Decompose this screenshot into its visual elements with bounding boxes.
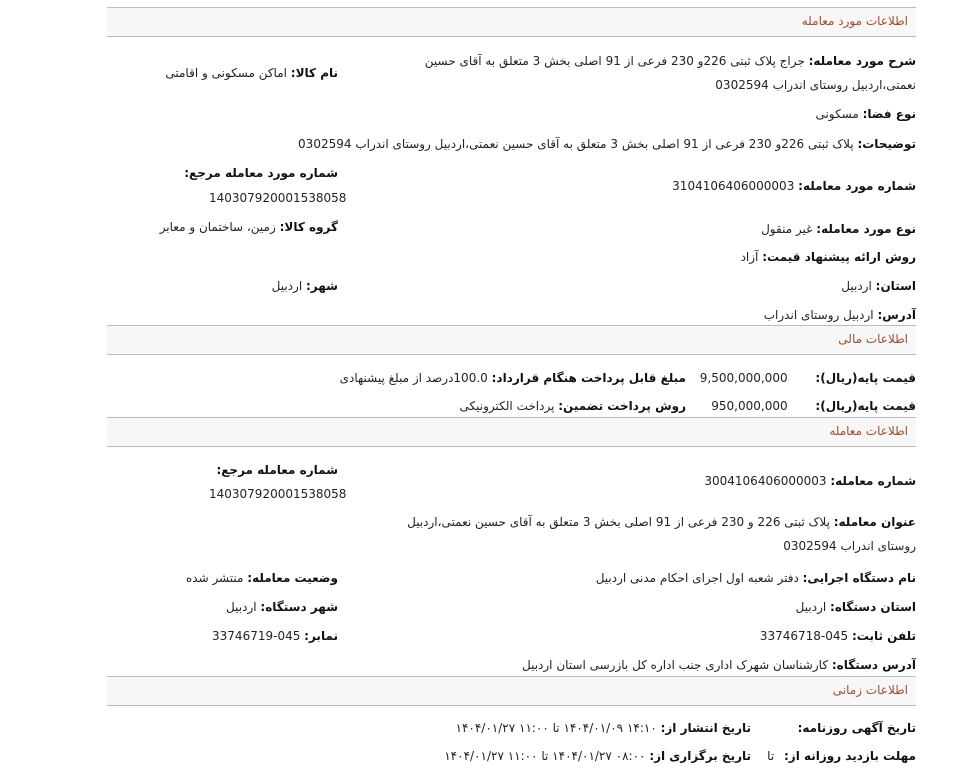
guarantee-method-label: روش پرداخت تضمین:	[558, 399, 686, 413]
price-method-label: روش ارائه پیشنهاد قیمت:	[762, 250, 916, 264]
item-description-label: شرح مورد معامله:	[808, 54, 916, 68]
ref-item-number-label	[184, 165, 338, 181]
item-type-label: نوع مورد معامله:	[816, 222, 916, 236]
org-phone-value: 33746718-045	[759, 629, 849, 643]
org-city-value: اردبیل	[226, 600, 257, 614]
section-title-deal-info: اطلاعات مورد معامله	[801, 14, 908, 28]
org-fax	[212, 628, 338, 644]
publish-date-value: ۱۴:۱۰ ۱۴۰۴/۰۱/۰۹ تا ۱۱:۰۰ ۱۴۰۴/۰۱/۲۷	[455, 721, 657, 735]
item-number-value: 3104106406000003	[672, 179, 795, 193]
transaction-number-label: شماره معامله:	[830, 474, 916, 488]
org-address-value: کارشناسان شهرک اداری جنب اداره کل بازرسی استان اردبیل	[521, 658, 829, 672]
transaction-title-line2: روستای اندراب 0302594	[783, 539, 916, 553]
daily-visit	[767, 748, 916, 764]
org-fax-value: 33746719-045	[212, 629, 301, 643]
ref-transaction-number-value: 140307920001538058	[209, 487, 347, 501]
org-city	[226, 599, 338, 615]
goods-group	[160, 219, 338, 235]
section-title-transaction: اطلاعات معامله	[829, 424, 908, 438]
item-notes	[298, 136, 916, 152]
base-price-2-label: قیمت پایه(ریال):	[815, 399, 916, 413]
transaction-title	[407, 514, 916, 530]
space-type-label: نوع فضا:	[862, 107, 916, 121]
org-phone-label: تلفن ثابت:	[851, 629, 916, 643]
transaction-status	[186, 570, 338, 586]
ref-transaction-number-label	[216, 462, 338, 478]
ref-item-number-value: 140307920001538058	[209, 191, 347, 205]
newspaper-ad-date	[798, 720, 916, 736]
item-description-line2: نعمتی،اردبیل روستای اندراب 0302594	[715, 78, 916, 92]
item-description-line1: جراج پلاک ثبتی 226و 230 فرعی از 91 اصلی بخش 3 متعلق به آقای حسین	[424, 54, 805, 68]
transaction-title-line1: پلاک ثبتی 226 و 230 فرعی از 91 اصلی بخش 3 متعلق به آقای حسین نعمتی،اردبیل	[407, 515, 830, 529]
org-province-label: استان دستگاه:	[830, 600, 916, 614]
publish-date	[456, 720, 751, 736]
holding-date	[444, 748, 751, 764]
section-header-time	[107, 676, 916, 706]
goods-name	[165, 65, 338, 81]
base-price-2	[711, 398, 916, 414]
base-price-value: 9,500,000,000	[699, 371, 788, 385]
guarantee-method	[460, 398, 686, 414]
payable-on-contract	[340, 370, 686, 386]
holding-date-label: تاریخ برگزاری از:	[649, 749, 751, 763]
item-address	[764, 307, 916, 323]
item-type-value: غیر منقول	[761, 222, 813, 236]
org-fax-label: نمابر:	[304, 629, 338, 643]
document-page	[107, 0, 916, 784]
space-type-value: مسکونی	[815, 107, 859, 121]
goods-name-label: نام کالا:	[290, 66, 338, 80]
item-address-label: آدرس:	[877, 308, 916, 322]
section-header-transaction	[107, 417, 916, 447]
transaction-status-label: وضعیت معامله:	[247, 571, 338, 585]
item-city-label: شهر:	[306, 279, 338, 293]
transaction-status-value: منتشر شده	[185, 571, 244, 585]
payable-on-contract-value: 100.0درصد از مبلغ پیشنهادی	[339, 371, 488, 385]
guarantee-method-value: پرداخت الکترونیکی	[459, 399, 555, 413]
org-city-label: شهر دستگاه:	[260, 600, 338, 614]
item-address-value: اردبیل روستای اندراب	[763, 308, 874, 322]
transaction-number-value: 3004106406000003	[704, 474, 827, 488]
org-address	[522, 657, 916, 673]
goods-name-value: اماکن مسکونی و اقامتی	[165, 66, 287, 80]
executive-org-label: نام دستگاه اجرایی:	[802, 571, 916, 585]
transaction-number	[704, 473, 916, 489]
ref-item-number-label-text: شماره مورد معامله مرجع:	[184, 166, 338, 180]
goods-group-label: گروه کالا:	[279, 220, 338, 234]
org-address-label: آدرس دستگاه:	[831, 658, 916, 672]
price-method-value: آزاد	[740, 250, 759, 264]
item-number-label: شماره مورد معامله:	[798, 179, 916, 193]
goods-group-value: زمین، ساختمان و معابر	[159, 220, 276, 234]
item-type	[761, 221, 916, 237]
base-price-label: قیمت پایه(ریال):	[815, 371, 916, 385]
daily-visit-label: مهلت بازدید روزانه از:	[784, 749, 916, 763]
base-price	[700, 370, 916, 386]
item-province-value: اردبیل	[841, 279, 872, 293]
item-number	[672, 178, 916, 194]
item-city-value: اردبیل	[271, 279, 303, 293]
space-type	[815, 106, 916, 122]
org-province-value: اردبیل	[795, 600, 827, 614]
newspaper-ad-date-label: تاریخ آگهی روزنامه:	[797, 721, 916, 735]
section-header-financial	[107, 325, 916, 355]
item-notes-value: پلاک ثبتی 226و 230 فرعی از 91 اصلی بخش 3 متعلق به آقای حسین نعمتی،اردبیل روستای اندراب 0302594	[298, 137, 854, 151]
ref-transaction-number-label-text: شماره معامله مرجع:	[216, 463, 338, 477]
item-notes-label: توضیحات:	[857, 137, 916, 151]
base-price-2-value: 950,000,000	[711, 399, 788, 413]
item-description	[425, 53, 916, 69]
section-title-financial: اطلاعات مالی	[838, 332, 908, 346]
publish-date-label: تاریخ انتشار از:	[660, 721, 751, 735]
transaction-title-label: عنوان معامله:	[833, 515, 916, 529]
item-city	[272, 278, 338, 294]
item-province-label: استان:	[875, 279, 916, 293]
section-header-deal-info	[107, 7, 916, 37]
executive-org-value: دفتر شعبه اول اجرای احکام مدنی اردبیل	[595, 571, 799, 585]
holding-date-value: ۰۸:۰۰ ۱۴۰۴/۰۱/۲۷ تا ۱۱:۰۰ ۱۴۰۴/۰۱/۲۷	[444, 749, 646, 763]
section-title-time: اطلاعات زمانی	[832, 683, 908, 697]
price-method	[741, 249, 916, 265]
daily-visit-value: تا	[767, 749, 775, 763]
org-province	[796, 599, 916, 615]
executive-org	[596, 570, 916, 586]
org-phone	[760, 628, 916, 644]
payable-on-contract-label: مبلغ قابل پرداخت هنگام قرارداد:	[491, 371, 686, 385]
item-province	[841, 278, 916, 294]
